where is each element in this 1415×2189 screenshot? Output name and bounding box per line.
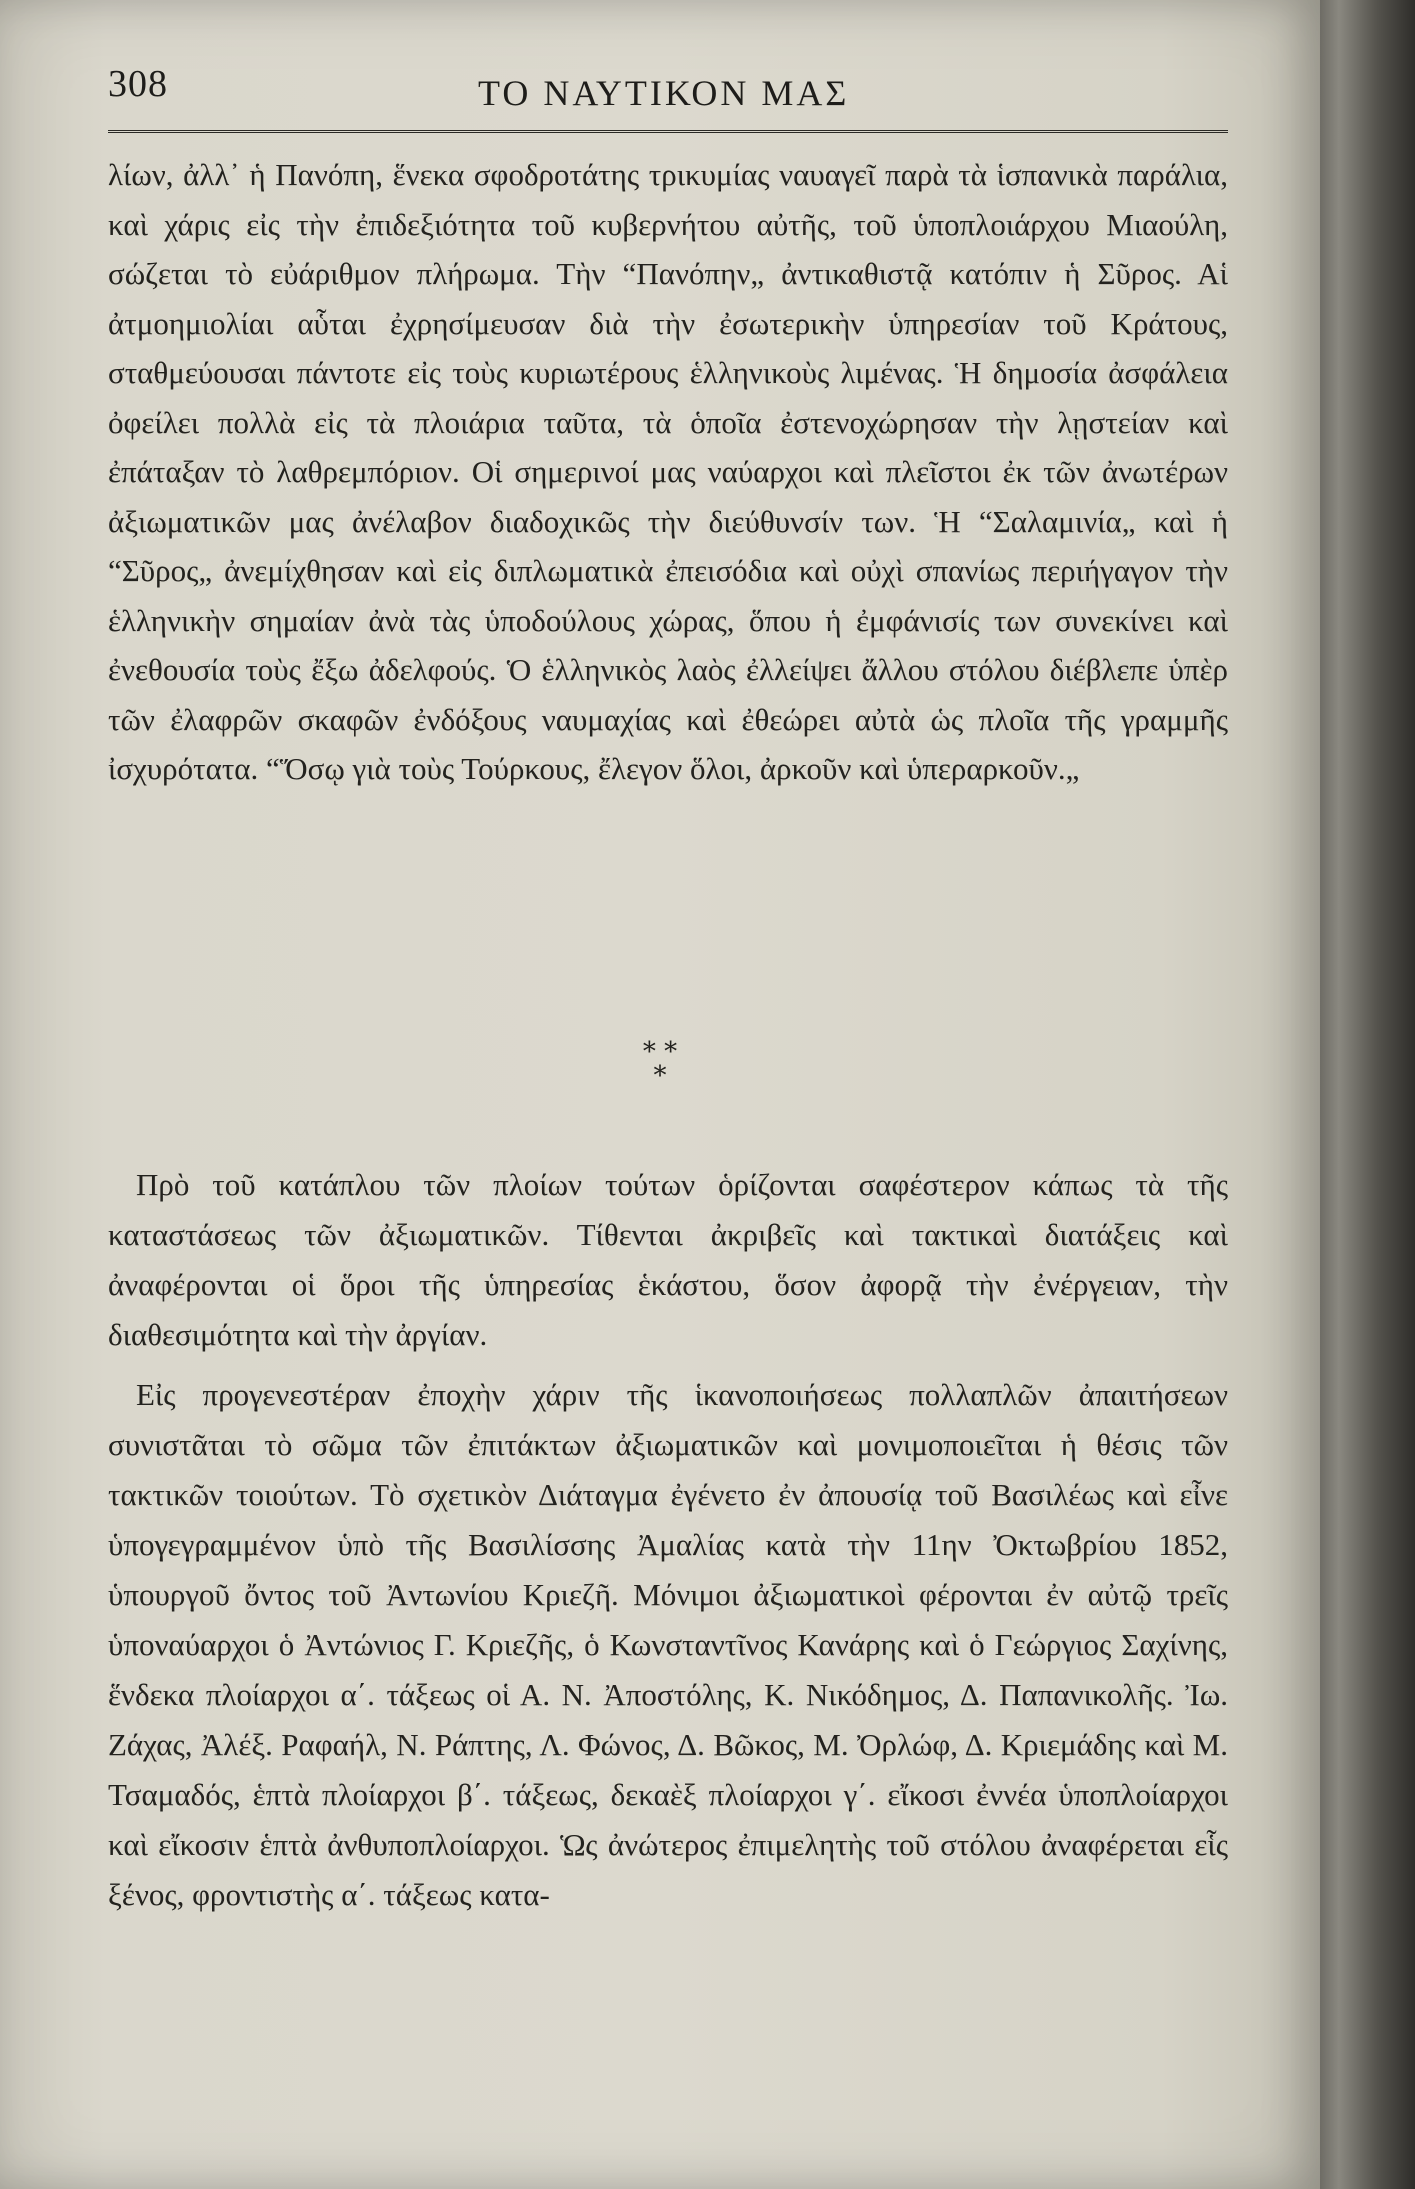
page-number: 308	[108, 63, 168, 105]
text-block-lower	[108, 1160, 1228, 1920]
running-title: ΤΟ ΝΑΥΤΙΚΟΝ ΜΑΣ	[478, 73, 850, 113]
text-block-upper	[108, 150, 1228, 794]
asterism: * * *	[642, 1037, 678, 1091]
book-edge-shadow	[1320, 0, 1415, 2189]
paragraph: Εἰς προγενεστέραν ἐποχὴν χάριν τῆς ἱκανοποιήσεως πολλαπλῶν ἀπαιτήσεων συνιστᾶται τὸ σῶμα τῶν ἐπιτάκτων ἀξιωματικῶν καὶ μονιμοποιεῖται ἡ θέσις τῶν τακτικῶν τοιούτων. Τὸ σχετικὸν Διάταγμα ἐγένετο ἐν ἀπουσίᾳ τοῦ Βασιλέως καὶ εἶνε ὑπογεγραμμένον ὑπὸ τῆς Βασιλίσσης Ἀμαλίας κατὰ τὴν 11ην Ὀκτωβρίου 1852, ὑπουργοῦ ὄντος τοῦ Ἀντωνίου Κριεζῆ. Μόνιμοι ἀξιωματικοὶ φέρονται ἐν αὐτῷ τρεῖς ὑποναύαρχοι ὁ Ἀντώνιος Γ. Κριεζῆς, ὁ Κωνσταντῖνος Κανάρης καὶ ὁ Γεώργιος Σαχίνης, ἕνδεκα πλοίαρχοι α΄. τάξεως οἱ Α. Ν. Ἀποστόλης, Κ. Νικόδημος, Δ. Παπανικολῆς. Ἰω. Ζάχας, Ἀλέξ. Ραφαήλ, Ν. Ράπτης, Λ. Φώνος, Δ. Βῶκος, Μ. Ὀρλώφ, Δ. Κριεμάδης καὶ Μ. Τσαμαδός, ἑπτὰ πλοίαρχοι β΄. τάξεως, δεκαὲξ πλοίαρχοι γ΄. εἴκοσι ἐννέα ὑποπλοίαρχοι καὶ εἴκοσιν ἑπτὰ ἀνθυποπλοίαρχοι. Ὡς ἀνώτερος ἐπιμελητὴς τοῦ στόλου ἀναφέρεται εἷς ξένος, φροντιστὴς α΄. τάξεως κατα-	[108, 1377, 1228, 1912]
page-header	[108, 58, 1228, 138]
paragraph: Πρὸ τοῦ κατάπλου τῶν πλοίων τούτων ὁρίζονται σαφέστερον κάπως τὰ τῆς καταστάσεως τῶν ἀξιωματικῶν. Τίθενται ἀκριβεῖς καὶ τακτικαὶ διατάξεις καὶ ἀναφέρονται οἱ ὅροι τῆς ὑπηρεσίας ἑκάστου, ὅσον ἀφορᾷ τὴν ἐνέργειαν, τὴν διαθεσιμότητα καὶ τὴν ἀργίαν.	[108, 1167, 1228, 1352]
section-divider-asterisks	[600, 1037, 720, 1091]
paragraph: λίων, ἀλλ᾽ ἡ Πανόπη, ἕνεκα σφοδροτάτης τρικυμίας ναυαγεῖ παρὰ τὰ ἱσπανικὰ παράλια, καὶ χάρις εἰς τὴν ἐπιδεξιότητα τοῦ κυβερνήτου αὐτῆς, τοῦ ὑποπλοιάρχου Μιαούλη, σώζεται τὸ εὐάριθμον πλήρωμα. Τὴν “Πανόπην„ ἀντικαθιστᾷ κατόπιν ἡ Σῦρος. Αἱ ἀτμοημιολίαι αὗται ἐχρησίμευσαν διὰ τὴν ἐσωτερικὴν ὑπηρεσίαν τοῦ Κράτους, σταθμεύουσαι πάντοτε εἰς τοὺς κυριωτέρους ἑλληνικοὺς λιμένας. Ἡ δημοσία ἀσφάλεια ὀφείλει πολλὰ εἰς τὰ πλοιάρια ταῦτα, τὰ ὁποῖα ἐστενοχώρησαν τὴν λῃστείαν καὶ ἐπάταξαν τὸ λαθρεμπόριον. Οἱ σημερινοί μας ναύαρχοι καὶ πλεῖστοι ἐκ τῶν ἀνωτέρων ἀξιωματικῶν μας ἀνέλαβον διαδοχικῶς τὴν διεύθυνσίν των. Ἡ “Σαλαμινία„ καὶ ἡ “Σῦρος„ ἀνεμίχθησαν καὶ εἰς διπλωματικὰ ἐπεισόδια καὶ οὐχὶ σπανίως περιήγαγον τὴν ἑλληνικὴν σημαίαν ἀνὰ τὰς ὑποδούλους χώρας, ὅπου ἡ ἐμφάνισίς των συνεκίνει καὶ ἐνεθουσία τοὺς ἔξω ἀδελφούς. Ὁ ἑλληνικὸς λαὸς ἐλλείψει ἄλλου στόλου διέβλεπε ὑπὲρ τῶν ἐλαφρῶν σκαφῶν ἐνδόξους ναυμαχίας καὶ ἐθεώρει αὐτὰ ὡς πλοῖα τῆς γραμμῆς ἰσχυρότατα. “Ὅσῳ γιὰ τοὺς Τούρκους, ἔλεγον ὅλοι, ἀρκοῦν καὶ ὑπεραρκοῦν.„	[108, 157, 1228, 786]
header-rule	[108, 130, 1228, 133]
